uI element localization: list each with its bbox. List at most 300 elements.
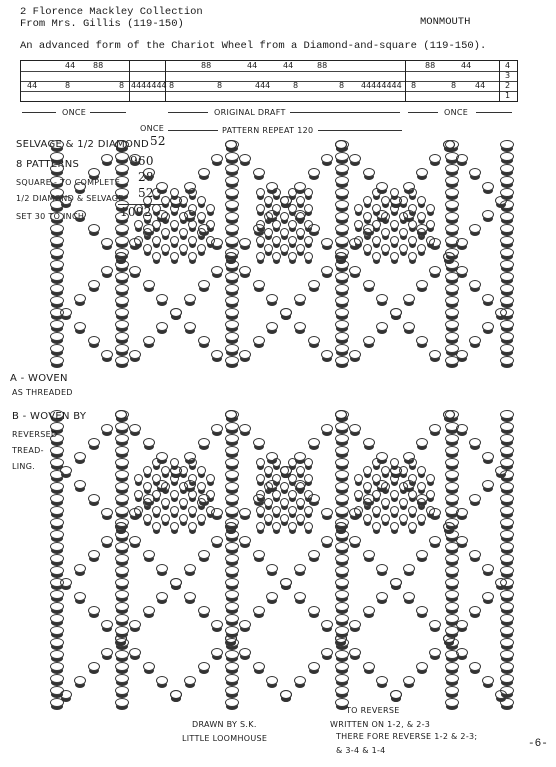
float-mark — [445, 650, 459, 659]
float-mark — [321, 424, 333, 433]
float-mark — [426, 204, 435, 213]
float-mark — [225, 638, 239, 647]
float-mark — [50, 650, 64, 659]
float-mark — [239, 154, 251, 163]
float-mark — [308, 606, 320, 615]
draft-count: 444 — [255, 81, 271, 90]
float-mark — [335, 296, 349, 305]
float-mark — [372, 236, 381, 245]
float-mark — [225, 176, 239, 185]
float-mark — [197, 514, 206, 523]
float-mark — [225, 518, 239, 527]
float-mark — [445, 698, 459, 707]
float-mark — [403, 294, 415, 303]
float-mark — [115, 542, 129, 551]
float-mark — [211, 154, 223, 163]
float-mark — [253, 168, 265, 177]
float-mark — [363, 196, 372, 205]
float-mark — [264, 498, 273, 507]
float-mark — [500, 518, 514, 527]
float-mark — [304, 236, 313, 245]
float-mark — [156, 564, 168, 573]
float-mark — [288, 236, 297, 245]
float-mark — [381, 196, 390, 205]
float-mark — [161, 514, 170, 523]
float-mark — [50, 212, 64, 221]
float-mark — [445, 434, 459, 443]
float-mark — [88, 606, 100, 615]
float-mark — [399, 228, 408, 237]
float-mark — [256, 506, 265, 515]
float-mark — [482, 452, 494, 461]
float-mark — [445, 140, 459, 149]
float-mark — [101, 620, 113, 629]
float-mark — [134, 220, 143, 229]
float-mark — [115, 260, 129, 269]
float-mark — [170, 188, 179, 197]
float-mark — [500, 164, 514, 173]
float-mark — [197, 212, 206, 221]
float-mark — [445, 518, 459, 527]
float-mark — [239, 238, 251, 247]
float-mark — [239, 508, 251, 517]
float-mark — [500, 236, 514, 245]
float-mark — [179, 482, 188, 491]
float-mark — [143, 514, 152, 523]
float-mark — [416, 606, 428, 615]
float-mark — [101, 238, 113, 247]
float-mark — [500, 176, 514, 185]
float-mark — [115, 614, 129, 623]
float-mark — [225, 308, 239, 317]
calc-label: 8 PATTERNS — [16, 159, 80, 170]
float-mark — [376, 564, 388, 573]
float-mark — [170, 474, 179, 483]
float-mark — [253, 550, 265, 559]
float-mark — [272, 458, 281, 467]
float-mark — [161, 196, 170, 205]
float-mark — [161, 466, 170, 475]
float-mark — [335, 542, 349, 551]
float-mark — [239, 620, 251, 629]
float-mark — [500, 698, 514, 707]
float-mark — [225, 542, 239, 551]
float-mark — [264, 514, 273, 523]
section-rule — [318, 130, 402, 131]
float-mark — [88, 224, 100, 233]
draft-count: 44444444 — [361, 81, 402, 90]
float-mark — [321, 508, 333, 517]
float-mark — [198, 550, 210, 559]
float-mark — [101, 648, 113, 657]
float-mark — [225, 236, 239, 245]
float-mark — [500, 344, 514, 353]
float-mark — [363, 662, 375, 671]
float-mark — [115, 434, 129, 443]
float-mark — [349, 648, 361, 657]
float-mark — [445, 470, 459, 479]
float-mark — [101, 154, 113, 163]
float-mark — [482, 592, 494, 601]
float-mark — [101, 508, 113, 517]
float-mark — [349, 266, 361, 275]
float-mark — [304, 252, 313, 261]
float-mark — [115, 590, 129, 599]
float-mark — [390, 220, 399, 229]
float-mark — [264, 466, 273, 475]
float-mark — [156, 592, 168, 601]
float-mark — [170, 236, 179, 245]
float-mark — [179, 514, 188, 523]
float-mark — [294, 322, 306, 331]
float-mark — [198, 168, 210, 177]
float-mark — [429, 350, 441, 359]
float-mark — [280, 196, 289, 205]
float-mark — [225, 578, 239, 587]
float-mark — [115, 698, 129, 707]
float-mark — [225, 590, 239, 599]
float-mark — [296, 482, 305, 491]
float-mark — [206, 506, 215, 515]
float-mark — [482, 322, 494, 331]
float-mark — [304, 204, 313, 213]
float-mark — [152, 252, 161, 261]
float-mark — [445, 554, 459, 563]
float-mark — [50, 308, 64, 317]
float-mark — [417, 196, 426, 205]
float-mark — [363, 466, 372, 475]
float-mark — [272, 252, 281, 261]
float-mark — [500, 140, 514, 149]
calc-label: 1/2 DIAMOND & SELVAGE — [16, 194, 124, 203]
float-mark — [296, 514, 305, 523]
float-mark — [416, 168, 428, 177]
float-mark — [335, 650, 349, 659]
float-mark — [482, 676, 494, 685]
float-mark — [134, 474, 143, 483]
float-mark — [335, 506, 349, 515]
float-mark — [188, 490, 197, 499]
float-mark — [349, 154, 361, 163]
section-rule — [90, 112, 126, 113]
float-mark — [143, 662, 155, 671]
float-mark — [225, 458, 239, 467]
float-mark — [335, 320, 349, 329]
float-mark — [445, 494, 459, 503]
float-mark — [143, 550, 155, 559]
float-mark — [280, 482, 289, 491]
float-mark — [408, 490, 417, 499]
float-mark — [363, 244, 372, 253]
float-mark — [445, 686, 459, 695]
float-mark — [198, 662, 210, 671]
float-mark — [170, 220, 179, 229]
float-mark — [304, 458, 313, 467]
float-mark — [143, 212, 152, 221]
float-mark — [50, 176, 64, 185]
float-mark — [399, 482, 408, 491]
float-mark — [170, 506, 179, 515]
float-mark — [335, 626, 349, 635]
float-mark — [445, 506, 459, 515]
note-b-line: LING. — [12, 462, 36, 471]
float-mark — [161, 228, 170, 237]
float-mark — [197, 244, 206, 253]
float-mark — [372, 522, 381, 531]
float-mark — [74, 676, 86, 685]
float-mark — [304, 220, 313, 229]
float-mark — [500, 434, 514, 443]
float-mark — [335, 446, 349, 455]
float-mark — [179, 498, 188, 507]
float-mark — [115, 458, 129, 467]
float-mark — [225, 674, 239, 683]
collection-title: 2 Florence Mackley Collection — [20, 6, 203, 18]
float-mark — [354, 220, 363, 229]
float-mark — [50, 356, 64, 365]
float-mark — [272, 490, 281, 499]
float-mark — [179, 244, 188, 253]
float-mark — [335, 224, 349, 233]
float-mark — [280, 308, 292, 317]
float-mark — [143, 482, 152, 491]
float-mark — [390, 474, 399, 483]
float-mark — [115, 566, 129, 575]
float-mark — [445, 638, 459, 647]
float-mark — [50, 542, 64, 551]
section-rule — [408, 112, 438, 113]
float-mark — [115, 344, 129, 353]
float-mark — [308, 550, 320, 559]
float-mark — [482, 210, 494, 219]
float-mark — [239, 536, 251, 545]
float-mark — [225, 152, 239, 161]
float-mark — [50, 140, 64, 149]
float-mark — [264, 482, 273, 491]
float-mark — [408, 236, 417, 245]
float-mark — [500, 638, 514, 647]
float-mark — [335, 188, 349, 197]
float-mark — [143, 438, 155, 447]
float-mark — [211, 350, 223, 359]
float-mark — [115, 248, 129, 257]
float-mark — [179, 212, 188, 221]
float-mark — [372, 188, 381, 197]
float-mark — [363, 228, 372, 237]
float-mark — [500, 554, 514, 563]
float-mark — [381, 466, 390, 475]
float-mark — [304, 490, 313, 499]
float-mark — [266, 322, 278, 331]
row-number: 4 — [505, 61, 511, 70]
float-mark — [288, 490, 297, 499]
float-mark — [188, 236, 197, 245]
float-mark — [416, 336, 428, 345]
row-number: 3 — [505, 71, 511, 80]
float-mark — [115, 152, 129, 161]
draft-count: 8 — [293, 81, 299, 90]
float-mark — [206, 490, 215, 499]
float-mark — [211, 424, 223, 433]
float-mark — [288, 220, 297, 229]
float-mark — [88, 438, 100, 447]
float-mark — [188, 522, 197, 531]
float-mark — [445, 602, 459, 611]
float-mark — [469, 336, 481, 345]
float-mark — [256, 490, 265, 499]
calc-value: 52 — [150, 134, 166, 148]
float-mark — [335, 164, 349, 173]
float-mark — [161, 212, 170, 221]
float-mark — [225, 272, 239, 281]
float-mark — [335, 212, 349, 221]
float-mark — [170, 204, 179, 213]
float-mark — [225, 188, 239, 197]
float-mark — [399, 498, 408, 507]
draft-count: 44 — [475, 81, 486, 90]
float-mark — [115, 356, 129, 365]
float-mark — [50, 566, 64, 575]
float-mark — [399, 244, 408, 253]
float-mark — [445, 320, 459, 329]
float-mark — [115, 272, 129, 281]
float-mark — [363, 168, 375, 177]
float-mark — [335, 152, 349, 161]
float-mark — [152, 220, 161, 229]
float-mark — [143, 498, 152, 507]
float-mark — [417, 498, 426, 507]
float-mark — [143, 606, 155, 615]
float-mark — [188, 252, 197, 261]
float-mark — [500, 152, 514, 161]
float-mark — [239, 424, 251, 433]
float-mark — [280, 466, 289, 475]
float-mark — [253, 438, 265, 447]
calc-value: 960 — [130, 154, 154, 168]
float-mark — [225, 494, 239, 503]
float-mark — [225, 662, 239, 671]
float-mark — [335, 410, 349, 419]
float-mark — [50, 200, 64, 209]
float-mark — [50, 224, 64, 233]
calc-label: SET 30 TO INCH — [16, 212, 85, 221]
float-mark — [500, 320, 514, 329]
float-mark — [416, 280, 428, 289]
calc-label: SQUARE - TO COMPLETE — [16, 178, 121, 187]
float-mark — [74, 452, 86, 461]
float-mark — [101, 266, 113, 275]
float-mark — [335, 356, 349, 365]
float-mark — [399, 212, 408, 221]
float-mark — [115, 332, 129, 341]
float-mark — [211, 620, 223, 629]
float-mark — [288, 474, 297, 483]
float-mark — [445, 482, 459, 491]
float-mark — [408, 458, 417, 467]
float-mark — [197, 498, 206, 507]
float-mark — [390, 506, 399, 515]
float-mark — [500, 356, 514, 365]
float-mark — [416, 550, 428, 559]
float-mark — [115, 638, 129, 647]
float-mark — [129, 350, 141, 359]
float-mark — [469, 224, 481, 233]
float-mark — [198, 438, 210, 447]
float-mark — [156, 294, 168, 303]
float-mark — [129, 266, 141, 275]
float-mark — [50, 296, 64, 305]
float-mark — [115, 224, 129, 233]
float-mark — [152, 458, 161, 467]
float-mark — [417, 482, 426, 491]
float-mark — [197, 482, 206, 491]
float-mark — [445, 212, 459, 221]
float-mark — [335, 674, 349, 683]
float-mark — [500, 458, 514, 467]
float-mark — [115, 470, 129, 479]
description-line: An advanced form of the Chariot Wheel from a Diamond-and-square (119-150). — [20, 40, 487, 52]
float-mark — [225, 698, 239, 707]
reverse-note: WRITTEN ON 1-2, & 2-3 — [330, 720, 431, 729]
draft-count: 44 — [247, 61, 258, 70]
float-mark — [225, 344, 239, 353]
float-mark — [296, 466, 305, 475]
float-mark — [161, 498, 170, 507]
float-mark — [280, 514, 289, 523]
float-mark — [88, 550, 100, 559]
float-mark — [363, 498, 372, 507]
float-mark — [445, 260, 459, 269]
float-mark — [50, 188, 64, 197]
draft-divider — [129, 61, 130, 101]
float-mark — [197, 466, 206, 475]
float-mark — [500, 590, 514, 599]
float-mark — [225, 200, 239, 209]
float-mark — [429, 536, 441, 545]
section-rule — [290, 112, 400, 113]
float-mark — [321, 536, 333, 545]
float-mark — [390, 458, 399, 467]
float-mark — [445, 590, 459, 599]
float-mark — [225, 410, 239, 419]
draft-count: 4444444 — [131, 81, 167, 90]
float-mark — [500, 542, 514, 551]
float-mark — [225, 296, 239, 305]
float-mark — [408, 252, 417, 261]
float-mark — [256, 252, 265, 261]
float-mark — [225, 356, 239, 365]
float-mark — [115, 446, 129, 455]
float-mark — [50, 602, 64, 611]
float-mark — [161, 244, 170, 253]
draft-count: 88 — [425, 61, 436, 70]
float-mark — [225, 482, 239, 491]
float-mark — [211, 648, 223, 657]
float-mark — [50, 518, 64, 527]
float-mark — [280, 228, 289, 237]
float-mark — [50, 320, 64, 329]
float-mark — [381, 482, 390, 491]
float-mark — [50, 590, 64, 599]
float-mark — [321, 238, 333, 247]
section-once-left: ONCE — [62, 108, 87, 117]
float-mark — [500, 470, 514, 479]
float-mark — [74, 480, 86, 489]
float-mark — [225, 284, 239, 293]
float-mark — [264, 228, 273, 237]
float-mark — [50, 236, 64, 245]
float-mark — [115, 164, 129, 173]
